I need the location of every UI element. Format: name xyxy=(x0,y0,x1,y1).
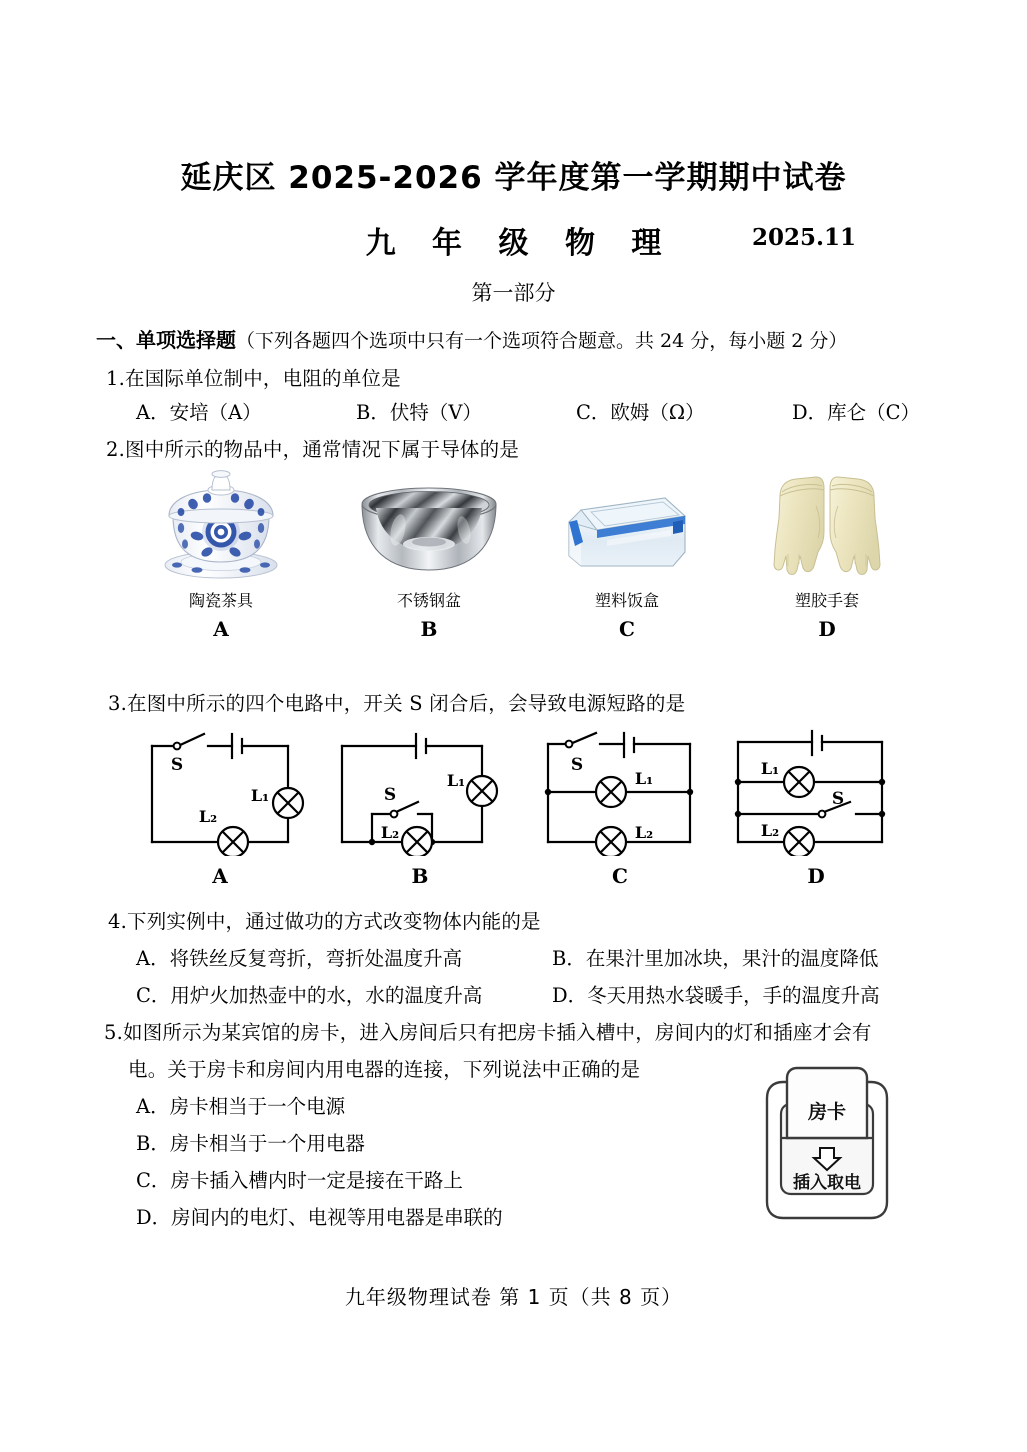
rubber-gloves-image xyxy=(766,466,888,584)
rubber-gloves-image-box xyxy=(732,462,922,582)
option-a-text: 安培（A） xyxy=(169,401,262,424)
question-5-option-d[interactable] xyxy=(136,1202,503,1230)
circuit-d-lamp1-label: L₁ xyxy=(760,759,780,778)
section-heading xyxy=(96,324,956,353)
option-c-text: 房卡插入槽内时一定是接在干路上 xyxy=(170,1169,463,1192)
question-1-option-b[interactable] xyxy=(356,397,482,425)
question-1-text: 在国际单位制中，电阻的单位是 xyxy=(125,367,401,390)
question-5-number: 5. xyxy=(104,1021,124,1044)
stainless-steel-basin-image xyxy=(356,484,502,576)
ceramic-teaware-image xyxy=(157,466,285,582)
picture-a-caption: 陶瓷茶具 xyxy=(188,591,253,610)
circuit-diagram-d xyxy=(716,726,916,856)
picture-option-c[interactable] xyxy=(532,462,722,641)
question-3-stem xyxy=(108,688,685,716)
circuit-option-a[interactable] xyxy=(120,726,320,888)
option-a-text: 房卡相当于一个电源 xyxy=(169,1095,346,1118)
question-4-stem xyxy=(108,906,541,934)
option-a-text: 将铁丝反复弯折，弯折处温度升高 xyxy=(169,947,463,970)
picture-option-a[interactable] xyxy=(126,462,316,641)
picture-b-caption: 不锈钢盆 xyxy=(396,591,461,610)
room-card-label: 房卡 xyxy=(807,1101,847,1123)
option-d-text: 房间内的电灯、电视等用电器是串联的 xyxy=(171,1206,503,1229)
stainless-steel-basin-image-box xyxy=(334,462,524,582)
question-4-option-d[interactable] xyxy=(552,980,880,1008)
question-3-text: 在图中所示的四个电路中，开关 S 闭合后，会导致电源短路的是 xyxy=(127,692,686,715)
question-1-option-a[interactable] xyxy=(136,397,262,425)
option-b-text: 房卡相当于一个用电器 xyxy=(169,1132,365,1155)
question-3-number: 3. xyxy=(108,692,128,715)
question-3-circuit-row xyxy=(0,726,1027,886)
option-a-label: A． xyxy=(136,947,170,970)
question-2-text: 图中所示的物品中，通常情况下属于导体的是 xyxy=(125,438,520,461)
section-number: 一、 xyxy=(96,328,136,352)
question-4-option-c[interactable] xyxy=(136,980,482,1008)
question-1-option-c[interactable] xyxy=(576,397,705,425)
picture-option-b[interactable] xyxy=(334,462,524,641)
option-b-text: 在果汁里加冰块，果汁的温度降低 xyxy=(585,947,879,970)
page-title: 延庆区 2025-2026 学年度第一学期期中试卷 xyxy=(180,160,847,196)
option-d-label: D． xyxy=(552,984,588,1007)
circuit-option-c[interactable] xyxy=(520,726,720,888)
circuit-diagram-a xyxy=(120,726,320,856)
question-5-option-a[interactable] xyxy=(136,1091,345,1119)
question-2-stem xyxy=(106,434,519,462)
section-instruction: （下列各题四个选项中只有一个选项符合题意。共 24 分，每小题 2 分） xyxy=(236,330,848,352)
picture-option-d[interactable] xyxy=(732,462,922,641)
picture-c-caption: 塑料饭盒 xyxy=(594,591,659,610)
plastic-lunchbox-image-box xyxy=(532,462,722,582)
circuit-a-letter: A xyxy=(212,864,228,888)
circuit-b-switch-label: S xyxy=(383,785,397,805)
option-c-text: 用炉火加热壶中的水，水的温度升高 xyxy=(170,984,483,1007)
option-c-label: C． xyxy=(136,1169,171,1192)
circuit-a-switch-label: S xyxy=(170,755,184,775)
option-d-label: D． xyxy=(792,401,828,424)
question-5-text-line1: 如图所示为某宾馆的房卡，进入房间后只有把房卡插入槽中，房间内的灯和插座才会有 xyxy=(123,1021,872,1044)
ceramic-teaware-image-box xyxy=(126,462,316,582)
picture-a-letter: A xyxy=(213,617,229,641)
circuit-option-b[interactable] xyxy=(320,726,520,888)
picture-d-letter: D xyxy=(818,617,836,641)
circuit-option-d[interactable] xyxy=(716,726,916,888)
option-b-text: 伏特（V） xyxy=(389,401,482,424)
option-d-text: 冬天用热水袋暖手，手的温度升高 xyxy=(587,984,880,1007)
circuit-d-switch-label: S xyxy=(831,789,845,809)
circuit-c-lamp2-label: L₂ xyxy=(634,823,654,842)
part-title: 第一部分 xyxy=(471,281,556,305)
picture-c-letter: C xyxy=(619,617,635,641)
question-1-number: 1. xyxy=(106,367,126,390)
room-card-figure xyxy=(757,1062,897,1220)
circuit-diagram-c xyxy=(520,726,720,856)
question-4-number: 4. xyxy=(108,910,128,933)
question-2-number: 2. xyxy=(106,438,126,461)
circuit-c-letter: C xyxy=(612,864,628,888)
option-c-text: 欧姆（Ω） xyxy=(610,401,705,424)
exam-date: 2025.11 xyxy=(752,224,857,251)
circuit-a-lamp1-label: L₁ xyxy=(250,786,270,805)
question-1-option-d[interactable] xyxy=(792,397,920,425)
circuit-d-lamp2-label: L₂ xyxy=(760,821,780,840)
circuit-c-switch-label: S xyxy=(570,755,584,775)
circuit-b-lamp2-label: L₂ xyxy=(380,823,400,842)
grade-subject: 九 年 级 物 理 xyxy=(365,226,675,261)
picture-d-caption: 塑胶手套 xyxy=(794,591,859,610)
option-b-label: B． xyxy=(356,401,390,424)
question-4-text: 下列实例中，通过做功的方式改变物体内能的是 xyxy=(127,910,541,933)
question-5-option-b[interactable] xyxy=(136,1128,365,1156)
circuit-b-lamp1-label: L₁ xyxy=(446,771,466,790)
section-name: 单项选择题 xyxy=(136,328,236,352)
option-a-label: A． xyxy=(136,1095,170,1118)
circuit-b-letter: B xyxy=(411,864,429,888)
question-5-stem-line2: 电。关于房卡和房间内用电器的连接，下列说法中正确的是 xyxy=(128,1058,641,1081)
picture-b-letter: B xyxy=(420,617,438,641)
option-c-label: C． xyxy=(576,401,611,424)
grade-subject-row xyxy=(0,218,1027,262)
question-5-option-c[interactable] xyxy=(136,1165,463,1193)
circuit-d-letter: D xyxy=(807,864,825,888)
option-a-label: A． xyxy=(136,401,170,424)
option-b-label: B． xyxy=(552,947,586,970)
question-1-stem xyxy=(106,363,401,391)
question-5-stem-line1 xyxy=(104,1017,872,1045)
option-d-text: 库仑（C） xyxy=(827,401,921,424)
plastic-lunchbox-image xyxy=(561,488,693,574)
page-footer: 九年级物理试卷 第 1 页（共 8 页） xyxy=(344,1285,683,1309)
circuit-c-lamp1-label: L₁ xyxy=(634,769,654,788)
option-d-label: D． xyxy=(136,1206,172,1229)
card-slot-label: 插入取电 xyxy=(793,1173,861,1193)
circuit-a-lamp2-label: L₂ xyxy=(198,807,218,826)
question-4-option-b[interactable] xyxy=(552,943,878,971)
option-b-label: B． xyxy=(136,1132,170,1155)
question-2-picture-row xyxy=(0,462,1027,662)
option-c-label: C． xyxy=(136,984,171,1007)
circuit-diagram-b xyxy=(320,726,520,856)
question-4-option-a[interactable] xyxy=(136,943,462,971)
